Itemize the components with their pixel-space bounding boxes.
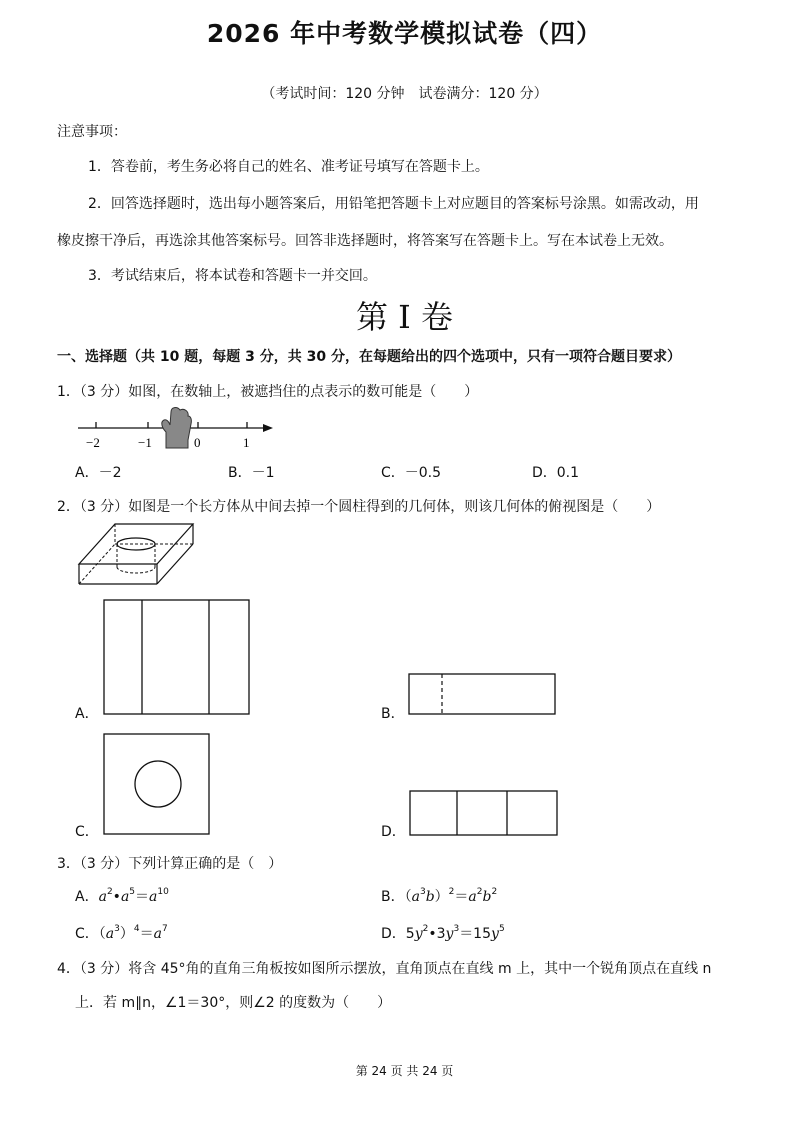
q3-option-c: C．$(a^3)^4=a^7$ xyxy=(75,924,168,942)
q3-option-b: B．$(a^3b)^2=a^2b^2$ xyxy=(381,887,498,905)
page-footer: 第 24 页 共 24 页 xyxy=(355,1064,454,1078)
exam-info: （考试时间：120 分钟 试卷满分：120 分） xyxy=(261,86,548,102)
q2-option-a-label: A． xyxy=(75,706,99,722)
q1-option-b: B．－1 xyxy=(228,465,275,481)
axis-label-neg1: −1 xyxy=(138,435,152,450)
q4-line-2: 上．若 m∥n，∠1＝30°，则∠2 的度数为（ ） xyxy=(75,995,392,1011)
notice-item-3: 3．考试结束后，将本试卷和答题卡一并交回。 xyxy=(88,268,377,284)
q3-stem: 3．（3 分）下列计算正确的是（ ） xyxy=(57,856,283,872)
part-title: 一、选择题（共 10 题，每题 3 分，共 30 分，在每题给出的四个选项中，只有一项符合题目要求） xyxy=(57,349,681,365)
volume-title: 第 Ⅰ 卷 xyxy=(356,298,453,336)
q3-option-a: A．$a^2•a^5=a^{10}$ xyxy=(75,887,169,905)
q4-line-1: 4．（3 分）将含 45°角的直角三角板按如图所示摆放，直角顶点在直线 m 上，其中一个锐角顶点在直线 n xyxy=(57,961,712,977)
q2-stem: 2．（3 分）如图是一个长方体从中间去掉一个圆柱得到的几何体，则该几何体的俯视图是（ ） xyxy=(57,499,661,515)
notice-item-1: 1．答卷前，考生务必将自己的姓名、准考证号填写在答题卡上。 xyxy=(88,159,489,175)
q2-option-d-label: D． xyxy=(381,824,406,840)
q1-option-a: A．－2 xyxy=(75,465,122,481)
exam-title: 2026 年中考数学模拟试卷（四） xyxy=(206,19,603,48)
q1-stem: 1．（3 分）如图，在数轴上，被遮挡住的点表示的数可能是（ ） xyxy=(57,384,479,400)
hand-cover-icon xyxy=(162,408,192,448)
notice-item-2-line-2: 橡皮擦干净后，再选涂其他答案标号。回答非选择题时，将答案写在答题卡上。写在本试卷上无效。 xyxy=(57,233,673,249)
q2-option-c-figure xyxy=(103,733,213,837)
q2-option-d-figure xyxy=(409,790,561,838)
q1-option-c: C．－0.5 xyxy=(381,465,442,481)
axis-label-0: 0 xyxy=(194,435,201,450)
q2-option-c-label: C． xyxy=(75,824,99,840)
axis-label-neg2: −2 xyxy=(86,435,100,450)
q2-solid-figure xyxy=(76,520,198,590)
q1-option-d: D．0.1 xyxy=(532,465,580,481)
q2-option-b-label: B． xyxy=(381,706,405,722)
notice-heading: 注意事项： xyxy=(57,124,127,140)
q2-option-a-figure xyxy=(103,599,253,717)
notice-item-2-line-1: 2．回答选择题时，选出每小题答案后，用铅笔把答题卡上对应题目的答案标号涂黑。如需改动，用 xyxy=(88,196,699,212)
axis-label-1: 1 xyxy=(243,435,250,450)
q3-option-d: D．$5y^2•3y^3=15y^5$ xyxy=(381,924,505,942)
q1-number-line xyxy=(70,402,280,454)
q2-option-b-figure xyxy=(408,673,558,717)
